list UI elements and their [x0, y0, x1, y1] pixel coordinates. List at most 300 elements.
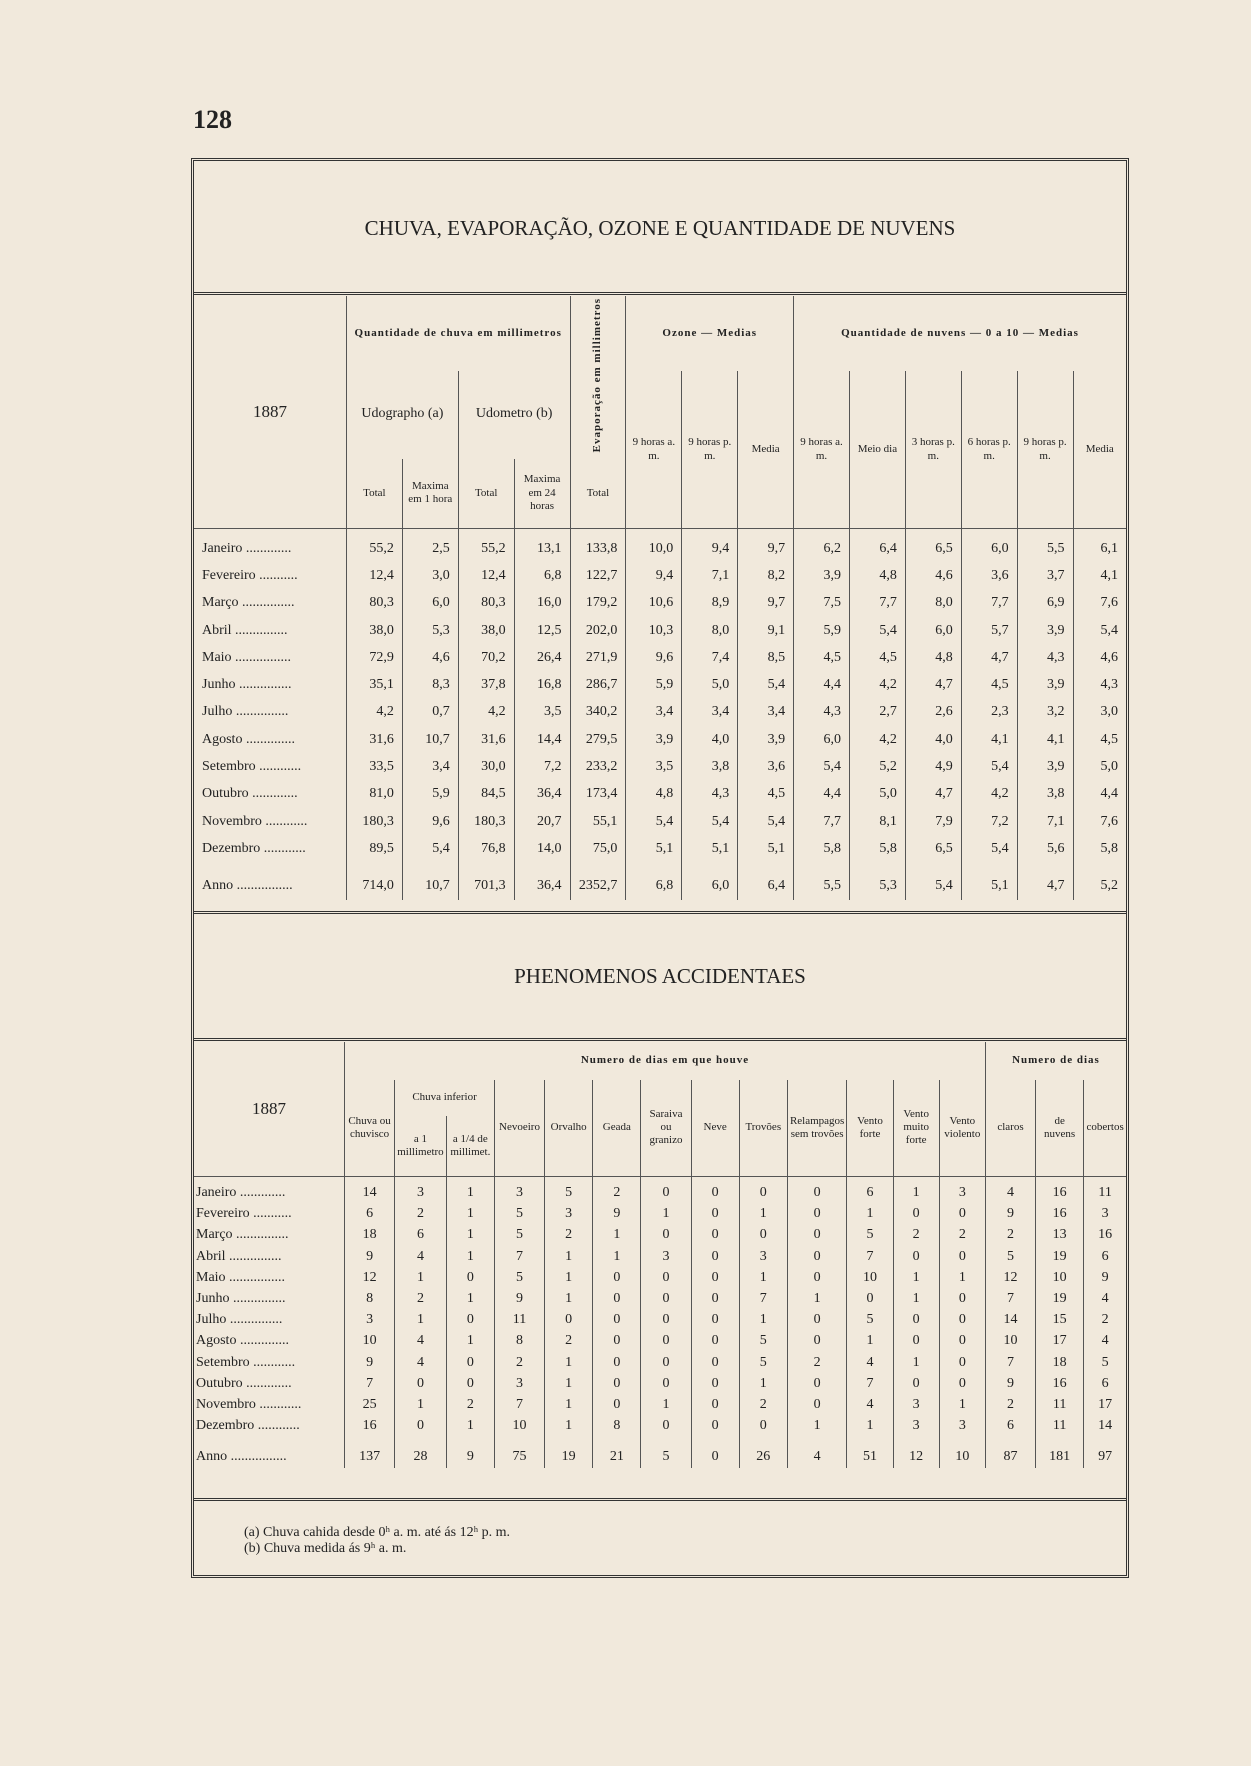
table-cell: 4,1: [1017, 726, 1073, 753]
table-cell: 8: [494, 1331, 544, 1352]
row-label: Dezembro ............: [202, 840, 306, 856]
row-label: Agosto ..............: [202, 731, 295, 747]
table-cell: 1: [446, 1204, 494, 1225]
table-cell: 14,4: [514, 726, 570, 753]
table-cell: 4,5: [849, 644, 905, 671]
table-cell: 4,6: [402, 644, 458, 671]
table-cell: 2: [494, 1352, 544, 1373]
table-cell: 4: [395, 1352, 447, 1373]
table-cell: 1: [395, 1394, 447, 1415]
divider: [194, 911, 1126, 914]
table-cell: 0: [446, 1267, 494, 1288]
table-cell: 76,8: [458, 835, 514, 862]
table-cell: 9,7: [738, 590, 794, 617]
row-label: Setembro ............: [196, 1354, 296, 1370]
table-cell: 26,4: [514, 644, 570, 671]
table-cell: 4,7: [1017, 873, 1073, 900]
table-cell: 1: [939, 1394, 985, 1415]
table-cell: 4,5: [794, 644, 850, 671]
row-label: Anno ................: [202, 878, 293, 894]
table-cell: 4,3: [794, 699, 850, 726]
table-cell: 12: [345, 1267, 395, 1288]
table-cell: 1: [847, 1204, 893, 1225]
table-cell: 9: [985, 1373, 1035, 1394]
table-cell: 5,3: [402, 617, 458, 644]
table-cell: 701,3: [458, 873, 514, 900]
table-cell: 2: [939, 1225, 985, 1246]
col-wind-violent: Vento violento: [939, 1080, 985, 1176]
table-cell: 2,7: [849, 699, 905, 726]
table-cell: 5,1: [682, 835, 738, 862]
table-cell: 0: [939, 1246, 985, 1267]
table-cell: 4,7: [961, 644, 1017, 671]
table-cell: 0: [739, 1225, 787, 1246]
col-overcast: cobertos: [1084, 1080, 1126, 1176]
col-udometro-total: Total: [458, 459, 514, 529]
table-cell: 1: [893, 1176, 939, 1204]
table-cell: 35,1: [346, 672, 402, 699]
table-cell: 1: [787, 1416, 847, 1437]
table-cell: 4,3: [682, 781, 738, 808]
table-cell: 0: [641, 1288, 691, 1309]
table-cell: 2: [985, 1225, 1035, 1246]
table-cell: 10: [1036, 1267, 1084, 1288]
table-cell: 4,4: [794, 781, 850, 808]
table-cell: 4,3: [1017, 644, 1073, 671]
col-rain: Chuva ou chuvisco: [345, 1080, 395, 1176]
table-cell: 51: [847, 1447, 893, 1468]
table-cell: 5,9: [402, 781, 458, 808]
table-cell: 3,8: [682, 753, 738, 780]
row-label: Novembro ............: [202, 813, 308, 829]
table-cell: 7: [494, 1394, 544, 1415]
table-cell: 5,1: [738, 835, 794, 862]
table-cell: 1: [446, 1416, 494, 1437]
table-cell: 4: [395, 1246, 447, 1267]
table-cell: 11: [1036, 1394, 1084, 1415]
table-cell: 3,0: [402, 562, 458, 589]
table-cell: 0: [641, 1310, 691, 1331]
table-cell: 137: [345, 1447, 395, 1468]
table-cell: 0: [739, 1176, 787, 1204]
header-evaporation: Evaporação em millimetros: [570, 296, 626, 459]
table-row: [194, 1204, 1126, 1225]
table-cell: 4,1: [1073, 562, 1126, 589]
table-cell: 16: [1036, 1204, 1084, 1225]
table-cell: 1: [893, 1352, 939, 1373]
table-cell: 7: [847, 1246, 893, 1267]
table-cell: 3,7: [1017, 562, 1073, 589]
table-cell: 7,7: [794, 808, 850, 835]
col-frost: Geada: [593, 1080, 641, 1176]
table1-title: CHUVA, EVAPORAÇÃO, OZONE E QUANTIDADE DE NUVENS: [364, 216, 956, 240]
table-cell: 4,5: [1073, 726, 1126, 753]
page-frame: [191, 158, 1129, 1578]
table-cell: 5,3: [849, 873, 905, 900]
col-fog: Nevoeiro: [494, 1080, 544, 1176]
table-cell: 5,7: [961, 617, 1017, 644]
table-cell: 1: [739, 1373, 787, 1394]
table-cell: 10: [847, 1267, 893, 1288]
col-lightning: Relampagos sem trovões: [787, 1080, 847, 1176]
table-cell: 0: [787, 1225, 847, 1246]
table-cell: 4,2: [849, 672, 905, 699]
table-cell: 4,0: [905, 726, 961, 753]
table-cell: 12: [893, 1447, 939, 1468]
table-cell: 89,5: [346, 835, 402, 862]
table-cell: 2: [395, 1204, 447, 1225]
table-cell: 70,2: [458, 644, 514, 671]
row-label: Maio ................: [196, 1269, 286, 1285]
table-row: [194, 617, 1126, 644]
table-cell: 180,3: [346, 808, 402, 835]
table-cell: 4,4: [794, 672, 850, 699]
table-cell: 8: [593, 1416, 641, 1437]
table-cell: 17: [1084, 1394, 1126, 1415]
table-cell: 3: [395, 1176, 447, 1204]
table-cell: 10: [939, 1447, 985, 1468]
table-cell: 10,3: [626, 617, 682, 644]
table-cell: 180,3: [458, 808, 514, 835]
table-cell: 15: [1036, 1310, 1084, 1331]
table-cell: 5: [985, 1246, 1035, 1267]
table-cell: 9,1: [738, 617, 794, 644]
col-clear: claros: [985, 1080, 1035, 1176]
table-cell: 16,0: [514, 590, 570, 617]
table-cell: 3,5: [626, 753, 682, 780]
table-cell: 5,5: [1017, 529, 1073, 563]
table-cell: 0: [939, 1204, 985, 1225]
table-cell: 0: [446, 1373, 494, 1394]
row-label: Dezembro ............: [196, 1418, 300, 1434]
table-cell: 4,4: [1073, 781, 1126, 808]
table-cell: 1: [739, 1310, 787, 1331]
table-cell: 8,9: [682, 590, 738, 617]
table-cell: 16,8: [514, 672, 570, 699]
divider: [194, 1038, 1126, 1041]
table-cell: 0: [593, 1394, 641, 1415]
table-cell: 7,1: [1017, 808, 1073, 835]
table-cell: 3: [494, 1373, 544, 1394]
table-cell: 0: [593, 1267, 641, 1288]
table-row: [194, 1288, 1126, 1309]
col-cloudy: de nuvens: [1036, 1080, 1084, 1176]
table-cell: 0: [395, 1416, 447, 1437]
table-cell: 5: [847, 1225, 893, 1246]
table-cell: 5,8: [849, 835, 905, 862]
table-cell: 10: [345, 1331, 395, 1352]
table-cell: 286,7: [570, 672, 626, 699]
table-cell: 2: [545, 1225, 593, 1246]
table-cell: 5: [494, 1204, 544, 1225]
table-cell: 13: [1036, 1225, 1084, 1246]
table-cell: 279,5: [570, 726, 626, 753]
table-cell: 2: [446, 1394, 494, 1415]
table-cell: 14: [985, 1310, 1035, 1331]
table-cell: 3: [939, 1416, 985, 1437]
header-rain-quantity: Quantidade de chuva em millimetros: [346, 296, 570, 371]
table-cell: 4: [787, 1447, 847, 1468]
table-cell: 5,0: [1073, 753, 1126, 780]
header-number-of-days: Numero de dias: [985, 1042, 1126, 1080]
table-cell: 3,9: [794, 562, 850, 589]
table-cell: 7: [345, 1373, 395, 1394]
table-row: [194, 644, 1126, 671]
table-cell: 9,4: [682, 529, 738, 563]
table-cell: 6,8: [514, 562, 570, 589]
table-cell: 12: [985, 1267, 1035, 1288]
table-cell: 1: [446, 1288, 494, 1309]
table-cell: 5,4: [961, 835, 1017, 862]
col-evaporation-total: Total: [570, 459, 626, 529]
table-cell: 340,2: [570, 699, 626, 726]
table-cell: 3: [893, 1416, 939, 1437]
table-cell: 6,0: [905, 617, 961, 644]
row-label: Junho ...............: [196, 1291, 286, 1307]
table-cell: 5,4: [794, 753, 850, 780]
col-wind-very-strong: Vento muito forte: [893, 1080, 939, 1176]
table-cell: 0: [691, 1225, 739, 1246]
table-cell: 3,9: [1017, 672, 1073, 699]
table-cell: 3: [345, 1310, 395, 1331]
table-cell: 3: [641, 1246, 691, 1267]
table-cell: 3: [494, 1176, 544, 1204]
table-cell: 18: [1036, 1352, 1084, 1373]
col-ozone-media: Media: [738, 371, 794, 529]
table-cell: 7: [739, 1288, 787, 1309]
table-cell: 5,8: [794, 835, 850, 862]
table-cell: 5,9: [626, 672, 682, 699]
header-udographo: Udographo (a): [346, 371, 458, 459]
table-cell: 1: [545, 1267, 593, 1288]
table-cell: 0: [787, 1176, 847, 1204]
table-cell: 0: [893, 1204, 939, 1225]
row-label: Setembro ............: [202, 759, 302, 775]
table-cell: 81,0: [346, 781, 402, 808]
table-cell: 4,7: [905, 781, 961, 808]
table-cell: 0: [787, 1331, 847, 1352]
col-under-1mm: a 1 millimetro: [395, 1116, 447, 1176]
table-cell: 0: [691, 1310, 739, 1331]
table-cell: 1: [787, 1288, 847, 1309]
col-udographo-total: Total: [346, 459, 402, 529]
row-label: Janeiro .............: [202, 540, 292, 556]
table-cell: 4,8: [849, 562, 905, 589]
col-ozone-9am: 9 horas a. m.: [626, 371, 682, 529]
header-clouds: Quantidade de nuvens — 0 a 10 — Medias: [794, 296, 1126, 371]
table-cell: 31,6: [458, 726, 514, 753]
table-cell: 2: [593, 1176, 641, 1204]
table-cell: 5,2: [849, 753, 905, 780]
table-cell: 38,0: [458, 617, 514, 644]
table-cell: 8,0: [682, 617, 738, 644]
col-hail: Saraiva ou granizo: [641, 1080, 691, 1176]
table-cell: 16: [1036, 1373, 1084, 1394]
table-cell: 3,6: [961, 562, 1017, 589]
table-cell: 20,7: [514, 808, 570, 835]
table-cell: 30,0: [458, 753, 514, 780]
table-cell: 0: [939, 1331, 985, 1352]
table-cell: 16: [1084, 1225, 1126, 1246]
table-cell: 2: [395, 1288, 447, 1309]
table-cell: 5,1: [961, 873, 1017, 900]
table-cell: 84,5: [458, 781, 514, 808]
table-cell: 3: [939, 1176, 985, 1204]
table-cell: 25: [345, 1394, 395, 1415]
table-cell: 2352,7: [570, 873, 626, 900]
table-cell: 3,4: [682, 699, 738, 726]
table-cell: 4,2: [961, 781, 1017, 808]
table-cell: 1: [545, 1288, 593, 1309]
header-days-occurred: Numero de dias em que houve: [345, 1042, 986, 1080]
table-cell: 8,5: [738, 644, 794, 671]
table-cell: 87: [985, 1447, 1035, 1468]
row-label: Março ...............: [202, 595, 295, 611]
table-cell: 6,4: [738, 873, 794, 900]
table-cell: 5,2: [1073, 873, 1126, 900]
divider: [194, 292, 1126, 295]
table-cell: 2: [985, 1394, 1035, 1415]
table-cell: 6,2: [794, 529, 850, 563]
table-cell: 0: [641, 1373, 691, 1394]
table-cell: 37,8: [458, 672, 514, 699]
table-cell: 0: [691, 1394, 739, 1415]
table-cell: 18: [345, 1225, 395, 1246]
table-cell: 8,0: [905, 590, 961, 617]
table-cell: 3,8: [1017, 781, 1073, 808]
page-number: 128: [193, 105, 232, 134]
table-cell: 0: [593, 1310, 641, 1331]
table-cell: 36,4: [514, 873, 570, 900]
table-cell: 3,6: [738, 753, 794, 780]
table-cell: 11: [494, 1310, 544, 1331]
table-cell: 5,1: [626, 835, 682, 862]
table-cell: 10: [985, 1331, 1035, 1352]
row-label: Fevereiro ...........: [196, 1206, 292, 1222]
table-cell: 1: [641, 1204, 691, 1225]
divider: [194, 1498, 1126, 1501]
table-row: [194, 1416, 1126, 1437]
table-cell: 1: [446, 1331, 494, 1352]
table-cell: 5,0: [849, 781, 905, 808]
table-cell: 12,5: [514, 617, 570, 644]
row-label: Fevereiro ...........: [202, 567, 298, 583]
col-ozone-9pm: 9 horas p. m.: [682, 371, 738, 529]
table-row: [194, 699, 1126, 726]
table-cell: 10: [494, 1416, 544, 1437]
table-row: [194, 873, 1126, 900]
col-clouds-media: Media: [1073, 371, 1126, 529]
table-cell: 14: [345, 1176, 395, 1204]
table-cell: 5: [494, 1225, 544, 1246]
table-cell: 0: [641, 1352, 691, 1373]
table-cell: 6: [1084, 1246, 1126, 1267]
table-cell: 2,6: [905, 699, 961, 726]
table-cell: 9,6: [402, 808, 458, 835]
table-cell: 0: [787, 1267, 847, 1288]
table-cell: 0: [787, 1394, 847, 1415]
table-cell: 1: [545, 1373, 593, 1394]
table-row: [194, 835, 1126, 862]
table-cell: 4,6: [1073, 644, 1126, 671]
table-cell: 11: [1084, 1176, 1126, 1204]
table-cell: 122,7: [570, 562, 626, 589]
table-cell: 0: [593, 1352, 641, 1373]
col-thunder: Trovões: [739, 1080, 787, 1176]
table-cell: 0: [939, 1373, 985, 1394]
row-label: Março ...............: [196, 1227, 289, 1243]
phenomena-table: [194, 1042, 1126, 1468]
table-row: [194, 1225, 1126, 1246]
table-cell: 5,6: [1017, 835, 1073, 862]
table-cell: 0: [787, 1373, 847, 1394]
table-cell: 9: [494, 1288, 544, 1309]
table-cell: 3: [893, 1394, 939, 1415]
table-cell: 2: [1084, 1310, 1126, 1331]
table-cell: 55,1: [570, 808, 626, 835]
table-cell: 55,2: [458, 529, 514, 563]
table-cell: 5,0: [682, 672, 738, 699]
table-cell: 4,8: [905, 644, 961, 671]
table-cell: 5,8: [1073, 835, 1126, 862]
table-cell: 6,4: [849, 529, 905, 563]
table-cell: 3: [1084, 1204, 1126, 1225]
table-cell: 3,0: [1073, 699, 1126, 726]
table-cell: 3,4: [738, 699, 794, 726]
table-cell: 0: [691, 1176, 739, 1204]
table-cell: 0: [739, 1416, 787, 1437]
table-cell: 0: [893, 1331, 939, 1352]
table-cell: 6,5: [905, 835, 961, 862]
col-udographo-max: Maxima em 1 hora: [402, 459, 458, 529]
table-cell: 5,9: [794, 617, 850, 644]
table-cell: 0: [446, 1310, 494, 1331]
table-cell: 75: [494, 1447, 544, 1468]
table-cell: 3,9: [1017, 753, 1073, 780]
table-cell: 1: [593, 1246, 641, 1267]
table-cell: 1: [446, 1246, 494, 1267]
table-cell: 2,5: [402, 529, 458, 563]
table-cell: 5,5: [794, 873, 850, 900]
table-cell: 3,9: [626, 726, 682, 753]
col-clouds-3pm: 3 horas p. m.: [905, 371, 961, 529]
table-cell: 1: [545, 1352, 593, 1373]
table-cell: 9: [345, 1352, 395, 1373]
table-cell: 5,4: [402, 835, 458, 862]
row-label: Junho ...............: [202, 677, 292, 693]
table-cell: 0: [641, 1225, 691, 1246]
table-cell: 3,5: [514, 699, 570, 726]
table-cell: 179,2: [570, 590, 626, 617]
table-cell: 3,9: [738, 726, 794, 753]
table-cell: 1: [395, 1267, 447, 1288]
table-cell: 13,1: [514, 529, 570, 563]
table-cell: 0: [691, 1204, 739, 1225]
table-cell: 5: [739, 1331, 787, 1352]
table-cell: 0: [691, 1447, 739, 1468]
table-cell: 4,2: [849, 726, 905, 753]
table-cell: 4: [847, 1394, 893, 1415]
table-cell: 0: [939, 1310, 985, 1331]
table-cell: 3: [545, 1204, 593, 1225]
table-cell: 0: [691, 1331, 739, 1352]
table-cell: 0: [641, 1331, 691, 1352]
table-cell: 6: [345, 1204, 395, 1225]
table-cell: 16: [345, 1416, 395, 1437]
table-row: [194, 590, 1126, 617]
table-row: [194, 1310, 1126, 1331]
table-cell: 10,7: [402, 726, 458, 753]
